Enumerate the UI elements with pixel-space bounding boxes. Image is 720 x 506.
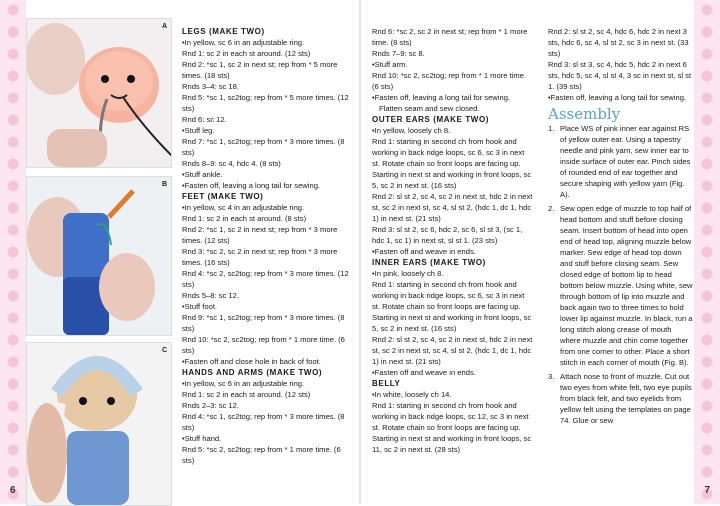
assembly-step-3 <box>548 371 694 426</box>
hands-line: Rnds 2–3: sc 12. <box>182 401 239 410</box>
hands-line: Rnd 1: sc 2 in each st around. (12 sts) <box>182 390 311 399</box>
outer-ears-line: • Fasten off and weave in ends. <box>372 246 534 257</box>
feet-line: Rnd 10: *sc 2, sc2tog; rep from * 1 more time. (6 sts) <box>182 335 345 355</box>
photo-c <box>26 342 172 506</box>
assembly-title: Assembly <box>548 105 621 123</box>
inner-ears-line: • Fasten off and weave in ends. <box>372 367 534 378</box>
arms-line: • Fasten off, leaving a long tail for sewing. Flatten seam and sew closed. <box>372 92 534 114</box>
belly-cont-line: • Fasten off, leaving a long tail for sewing. <box>548 92 694 103</box>
column-middle-text <box>372 26 534 455</box>
legs-line: Rnd 7: *sc 1, sc2tog; rep from * 3 more times. (8 sts) <box>182 137 345 157</box>
heading-hands: HANDS AND ARMS (MAKE TWO) <box>182 368 323 377</box>
crochet-foot-illustration <box>27 177 171 335</box>
belly-cont-line: Rnd 2: sl st 2, sc 4, hdc 6, hdc 2 in next 3 sts, hdc 6, sc 4, sl st 2, sc 3 in next st. (33 sts) <box>548 27 689 58</box>
belly-cont-line: Rnd 3: sl st 3, sc 4, hdc 5, hdc 2 in next 6 sts, hdc 5, sc 4, sl st 4, 3 sc in next st, sl st 1. (39 sts) <box>548 60 692 91</box>
feet-line: • Fasten off and close hole in back of foot. <box>182 356 352 367</box>
left-decorative-border <box>0 0 26 504</box>
inner-ears-line: • In pink, loosely ch 8. <box>372 268 534 279</box>
crochet-doll-illustration <box>27 343 171 505</box>
outer-ears-line: Rnd 1: starting in second ch from hook and working in back ridge loops, sc 6, sc 3 in next st. Rotate chain so front loops are facing up. Starting in next st and working in front loops, sc 5, sc 2 in next st. (16 sts) <box>372 137 532 190</box>
column-right-text <box>548 26 694 426</box>
belly-line: Rnd 1: starting in second ch from hook and working in back ridge loops, sc 12, sc 3 in next st. Rotate chain so front loops are facing up. Starting in next st and working in front loops, sc 11, sc 2 in next st. (28 sts) <box>372 401 532 454</box>
arms-line: • Stuff arm. <box>372 59 534 70</box>
heading-belly: BELLY <box>372 379 401 388</box>
photo-label-b: B <box>161 181 167 188</box>
crochet-head-illustration <box>27 19 171 167</box>
legs-line: Rnd 6: sc 12. <box>182 115 227 124</box>
legs-line: • Fasten off, leaving a long tail for sewing. <box>182 180 352 191</box>
assembly-step-1 <box>548 123 694 200</box>
feet-line: • In yellow, sc 4 in an adjustable ring. <box>182 202 352 213</box>
heading-legs: LEGS (MAKE TWO) <box>182 27 265 36</box>
page-gutter <box>359 0 361 504</box>
inner-ears-line: Rnd 2: sl st 2, sc 4, sc 2 in next st, hdc 2 in next st, sc 2 in next st, sc 4, sl st 2, (hdc 1, dc 1, hdc 1) in next st. (21 sts) <box>372 335 533 366</box>
step-text: Attach nose to front of muzzle. Cut out two eyes from white felt, two eye pupils from black felt, and two eyelids from yellow felt using the templates on page 74. Glue or sew <box>560 372 692 425</box>
heading-inner-ears: INNER EARS (MAKE TWO) <box>372 258 486 267</box>
step-text: Sew open edge of muzzle to top half of head bottom and stuff before closing seam. Insert bottom of head into open end of head top, aligning muzzle below marker. Sew edge of head top down and stuff before closing seam. Sew closed edge of bottom lip to head bottom below muzzle. Using white, sew through bottom of lip into muzzle and back again two to three times to hold lower lip against muzzle. In black, run a long stitch along crease of mouth where muzzle and chin come together from one corner to other. Place a short stitch in each corner of mouth (Fig. B). <box>560 204 693 367</box>
page-number-right: 7 <box>704 485 710 496</box>
hands-line: • In yellow, sc 6 in an adjustable ring. <box>182 378 352 389</box>
legs-line: Rnds 3–4: sc 18. <box>182 82 239 91</box>
heading-outer-ears: OUTER EARS (MAKE TWO) <box>372 115 490 124</box>
hands-line: Rnd 5: *sc 2, sc2tog; rep from * 1 more time. (6 sts) <box>182 445 341 465</box>
feet-line: Rnd 2: *sc 1, sc 2 in next st; rep from * 3 more times. (12 sts) <box>182 225 338 245</box>
step-number: 1. <box>548 124 555 133</box>
outer-ears-line: Rnd 2: sl st 2, sc 4, sc 2 in next st, hdc 2 in next st, sc 2 in next st, sc 4, sl st 2, (hdc 1, dc 1, hdc 1) in next st. (21 sts) <box>372 192 533 223</box>
feet-line: Rnd 4: *sc 2, sc2tog; rep from * 3 more times. (12 sts) <box>182 269 349 289</box>
legs-line: Rnd 5: *sc 1, sc2tog; rep from * 5 more times. (12 sts) <box>182 93 349 113</box>
photo-label-a: A <box>161 23 167 30</box>
legs-line: • Stuff ankle. <box>182 169 352 180</box>
hands-line: • Stuff hand. <box>182 433 352 444</box>
hands-line: Rnd 4: *sc 1, sc2tog; rep from * 3 more times. (8 sts) <box>182 412 345 432</box>
arms-line: Rnds 7–9: sc 8. <box>372 49 425 58</box>
photo-b <box>26 176 172 336</box>
arms-line: Rnd 10: *sc 2, sc2tog; rep from * 1 more time. (6 sts) <box>372 71 527 91</box>
photo-a <box>26 18 172 168</box>
feet-line: Rnd 9: *sc 1, sc2tog; rep from * 3 more times. (8 sts) <box>182 313 345 333</box>
outer-ears-line: • In yellow, loosely ch 8. <box>372 125 534 136</box>
heading-feet: FEET (MAKE TWO) <box>182 192 264 201</box>
legs-line: Rnds 8–9: sc 4, hdc 4. (8 sts) <box>182 159 281 168</box>
inner-ears-line: Rnd 1: starting in second ch from hook and working in back ridge loops, sc 6, sc 3 in next st. Rotate chain so front loops are facing up. Starting in next st and working in front loops, sc 5, sc 2 in next st. (16 sts) <box>372 280 532 333</box>
legs-line: • In yellow, sc 6 in an adjustable ring. <box>182 37 352 48</box>
step-number: 2. <box>548 204 555 213</box>
right-decorative-border <box>694 0 720 504</box>
legs-line: Rnd 2: *sc 1, sc 2 in next st; rep from * 5 more times. (18 sts) <box>182 60 338 80</box>
step-number: 3. <box>548 372 555 381</box>
photo-label-c: C <box>161 347 167 354</box>
column-left-text <box>182 26 352 466</box>
legs-line: • Stuff leg. <box>182 125 352 136</box>
feet-line: • Stuff foot. <box>182 301 352 312</box>
legs-line: Rnd 1: sc 2 in each st around. (12 sts) <box>182 49 311 58</box>
arms-line: Rnd 6: *sc 2, sc 2 in next st; rep from * 1 more time. (8 sts) <box>372 27 528 47</box>
feet-line: Rnd 1: sc 2 in each st around. (8 sts) <box>182 214 307 223</box>
assembly-step-2 <box>548 203 694 368</box>
belly-line: • In white, loosely ch 14. <box>372 389 534 400</box>
page-number-left: 6 <box>10 485 16 496</box>
step-text: Place WS of pink inner ear against RS of yellow outer ear. Using a tapestry needle and pink yarn, sew inner ear to inside surface of outer ear. Pinch sides of rounded end of ear together and secure shaping with yellow yarn (Fig. A). <box>560 124 691 199</box>
feet-line: Rnd 3: *sc 2, sc 2 in next st; rep from * 3 more times. (16 sts) <box>182 247 338 267</box>
outer-ears-line: Rnd 3: sl st 2, sc 6, hdc 2, sc 6, sl st 3, (sc 1, hdc 1, sc 1) in next st, sl st 1. (23 sts) <box>372 225 523 245</box>
feet-line: Rnds 5–8: sc 12. <box>182 291 239 300</box>
